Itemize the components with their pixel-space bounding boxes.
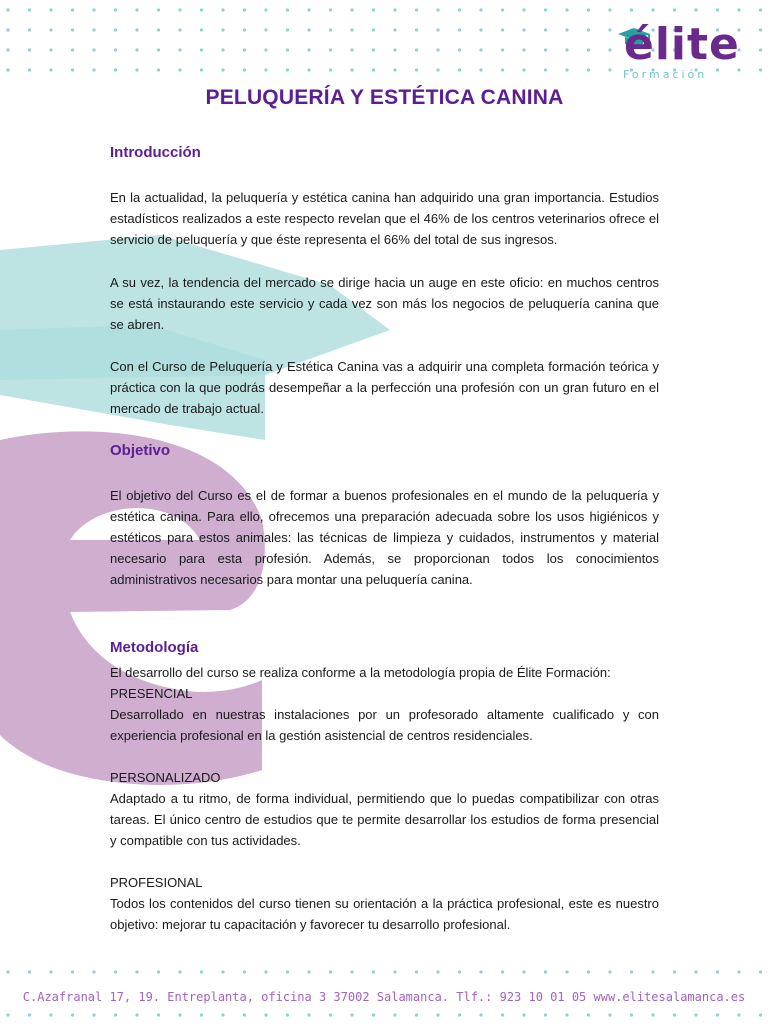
decorative-dot [479, 970, 482, 973]
decorative-dot [522, 68, 525, 71]
decorative-dot [28, 8, 31, 11]
decorative-dot [329, 970, 332, 973]
decorative-dot [286, 28, 289, 31]
decorative-dot [501, 970, 504, 973]
decorative-dot [178, 1013, 181, 1016]
decorative-dot [157, 970, 160, 973]
decorative-dot [544, 1013, 547, 1016]
decorative-dot [737, 8, 740, 11]
decorative-dot [28, 68, 31, 71]
decorative-dot [415, 970, 418, 973]
page-title: PELUQUERÍA Y ESTÉTICA CANINA [205, 86, 564, 109]
decorative-dot [71, 48, 74, 51]
decorative-dot [28, 48, 31, 51]
decorative-dot [200, 1013, 203, 1016]
decorative-dot [243, 8, 246, 11]
elite-logo [612, 20, 742, 86]
decorative-dot [243, 48, 246, 51]
decorative-dot [6, 8, 9, 11]
decorative-dot [565, 68, 568, 71]
decorative-dot [565, 1013, 568, 1016]
decorative-dot [350, 970, 353, 973]
decorative-dot [544, 68, 547, 71]
decorative-dot [587, 28, 590, 31]
decorative-dot [243, 1013, 246, 1016]
decorative-dot [716, 970, 719, 973]
decorative-dot [479, 48, 482, 51]
decorative-dot [286, 48, 289, 51]
decorative-dot [157, 68, 160, 71]
decorative-dot [264, 68, 267, 71]
decorative-dot [243, 68, 246, 71]
decorative-dot [759, 68, 762, 71]
decorative-dot [71, 1013, 74, 1016]
decorative-dot [71, 68, 74, 71]
decorative-dot [28, 970, 31, 973]
decorative-dot [135, 1013, 138, 1016]
decorative-dot [544, 28, 547, 31]
decorative-dot [651, 970, 654, 973]
profesional-label: PROFESIONAL [110, 875, 203, 890]
decorative-dot [458, 28, 461, 31]
decorative-dot [458, 970, 461, 973]
decorative-dot [544, 8, 547, 11]
decorative-dot [522, 1013, 525, 1016]
decorative-dot [587, 48, 590, 51]
logo-subtitle: Formación [623, 68, 708, 81]
decorative-dot [737, 1013, 740, 1016]
decorative-dot [329, 1013, 332, 1016]
decorative-dot [501, 68, 504, 71]
decorative-dot [135, 68, 138, 71]
decorative-dot [458, 1013, 461, 1016]
decorative-dot [522, 970, 525, 973]
decorative-dot [49, 68, 52, 71]
decorative-dot [522, 28, 525, 31]
decorative-dot [92, 1013, 95, 1016]
decorative-dot [522, 8, 525, 11]
decorative-dot [329, 8, 332, 11]
decorative-dot [6, 28, 9, 31]
methodology-intro: El desarrollo del curso se realiza conforme a la metodología propia de Élite Formación: [110, 665, 611, 680]
decorative-dot [49, 8, 52, 11]
decorative-dot [436, 8, 439, 11]
decorative-dot [329, 68, 332, 71]
objective-heading: Objetivo [110, 442, 171, 459]
decorative-dot [264, 28, 267, 31]
decorative-dot [6, 48, 9, 51]
presencial-label: PRESENCIAL [110, 686, 193, 701]
decorative-dot [221, 8, 224, 11]
decorative-dot [372, 68, 375, 71]
decorative-dot [286, 970, 289, 973]
decorative-dot [694, 8, 697, 11]
decorative-dot [716, 8, 719, 11]
decorative-dot [458, 48, 461, 51]
objective-paragraph: El objetivo del Curso es el de formar a buenos profesionales en el mundo de la peluquería y estética canina. Para ello, ofrecemos una preparación adecuada sobre los usos higiénicos y estéticos para estos animales: las técnicas de limpieza y cuidados, instrumentos y material necesario para esta profesión. Además, se proporcionan todos los conocimientos administrativos necesarios para montar una peluquería canina. [110, 488, 659, 587]
decorative-dot [221, 970, 224, 973]
decorative-dot [178, 970, 181, 973]
decorative-dot [608, 970, 611, 973]
decorative-dot [178, 28, 181, 31]
decorative-dot [350, 48, 353, 51]
decorative-dot [307, 8, 310, 11]
decorative-dot [479, 1013, 482, 1016]
decorative-dot [372, 8, 375, 11]
personalizado-label: PERSONALIZADO [110, 770, 221, 785]
decorative-dot [200, 8, 203, 11]
decorative-dot [178, 8, 181, 11]
decorative-dot [522, 48, 525, 51]
decorative-dot [286, 68, 289, 71]
decorative-dot [587, 68, 590, 71]
decorative-dot [372, 28, 375, 31]
decorative-dot [114, 48, 117, 51]
decorative-dot [372, 48, 375, 51]
decorative-dot [393, 68, 396, 71]
decorative-dot [264, 48, 267, 51]
decorative-dot [673, 1013, 676, 1016]
presencial-paragraph: Desarrollado en nuestras instalaciones por un profesorado altamente cualificado y con experiencia profesional en la gestión asistencial de centros residenciales. [110, 707, 659, 743]
decorative-dot [135, 8, 138, 11]
decorative-dot [759, 48, 762, 51]
decorative-dot [178, 48, 181, 51]
decorative-dot [565, 28, 568, 31]
decorative-dot [243, 28, 246, 31]
decorative-dot [587, 970, 590, 973]
decorative-dot [135, 28, 138, 31]
decorative-dot [501, 8, 504, 11]
decorative-dot [393, 970, 396, 973]
personalizado-paragraph: Adaptado a tu ritmo, de forma individual, permitiendo que lo puedas compatibilizar con otras tareas. El único centro de estudios que te permite desarrollar los estudios de forma presencial y compatible con tus actividades. [110, 791, 659, 848]
decorative-dot [415, 28, 418, 31]
decorative-dot [71, 28, 74, 31]
intro-heading: Introducción [110, 144, 201, 161]
decorative-dot [759, 28, 762, 31]
decorative-dot [501, 28, 504, 31]
decorative-dot [759, 1013, 762, 1016]
decorative-dot [759, 970, 762, 973]
decorative-dot [673, 8, 676, 11]
decorative-dot [221, 48, 224, 51]
decorative-dot [307, 1013, 310, 1016]
decorative-dot [694, 1013, 697, 1016]
decorative-dot [92, 8, 95, 11]
decorative-dot [307, 68, 310, 71]
decorative-dot [114, 68, 117, 71]
decorative-dot [544, 970, 547, 973]
decorative-dot [157, 48, 160, 51]
decorative-dot [350, 28, 353, 31]
decorative-dot [28, 1013, 31, 1016]
decorative-dot [565, 48, 568, 51]
decorative-dot [71, 8, 74, 11]
decorative-dot [92, 68, 95, 71]
decorative-dot [49, 28, 52, 31]
intro-paragraph-3: Con el Curso de Peluquería y Estética Canina vas a adquirir una completa formación teórica y práctica con la que podrás desempeñar a la perfección una profesión con un gran futuro en el mercado de trabajo actual. [110, 359, 659, 416]
decorative-dot [436, 48, 439, 51]
decorative-dot [92, 970, 95, 973]
decorative-dot [157, 1013, 160, 1016]
methodology-heading: Metodología [110, 639, 199, 656]
decorative-dot [135, 48, 138, 51]
decorative-dot [221, 68, 224, 71]
decorative-dot [350, 1013, 353, 1016]
decorative-dot [587, 1013, 590, 1016]
decorative-dot [415, 8, 418, 11]
profesional-paragraph: Todos los contenidos del curso tienen su orientación a la práctica profesional, este es nuestro objetivo: mejorar tu capacitación y favorecer tu desarrollo profesional. [110, 896, 659, 932]
decorative-dot [458, 68, 461, 71]
decorative-dot [307, 28, 310, 31]
decorative-dot [329, 48, 332, 51]
decorative-dot [415, 68, 418, 71]
decorative-dot [6, 68, 9, 71]
decorative-dot [501, 48, 504, 51]
decorative-dot [92, 28, 95, 31]
decorative-dot [286, 1013, 289, 1016]
decorative-dot [565, 970, 568, 973]
decorative-dot [716, 1013, 719, 1016]
decorative-dot [350, 68, 353, 71]
decorative-dot [436, 28, 439, 31]
decorative-dot [737, 970, 740, 973]
decorative-dot [114, 8, 117, 11]
decorative-dot [630, 970, 633, 973]
decorative-dot [114, 28, 117, 31]
decorative-dot [264, 970, 267, 973]
decorative-dot [28, 28, 31, 31]
decorative-dot [178, 68, 181, 71]
decorative-dot [587, 8, 590, 11]
logo-wordmark: élite [624, 19, 740, 70]
decorative-dot [436, 1013, 439, 1016]
decorative-dot [200, 970, 203, 973]
decorative-dot [221, 28, 224, 31]
decorative-dot [759, 8, 762, 11]
decorative-dot [608, 1013, 611, 1016]
decorative-dot [651, 8, 654, 11]
decorative-dot [200, 68, 203, 71]
intro-paragraph-2: A su vez, la tendencia del mercado se dirige hacia un auge en este oficio: en muchos centros se está instaurando este servicio y cada vez son más los negocios de peluquería canina que se abren. [110, 275, 659, 332]
decorative-dot [415, 1013, 418, 1016]
decorative-dot [157, 8, 160, 11]
decorative-dot [6, 1013, 9, 1016]
decorative-dot [393, 48, 396, 51]
decorative-dot [458, 8, 461, 11]
footer-address: C.Azafranal 17, 19. Entreplanta, oficina 3 37002 Salamanca. Tlf.: 923 10 01 05 www.elitesalamanca.es [22, 990, 746, 1004]
decorative-dot [307, 48, 310, 51]
decorative-dot [200, 28, 203, 31]
decorative-dot [372, 970, 375, 973]
decorative-dot [6, 970, 9, 973]
decorative-dot [630, 1013, 633, 1016]
decorative-dot [49, 970, 52, 973]
intro-paragraph-1: En la actualidad, la peluquería y estética canina han adquirido una gran importancia. Estudios estadísticos realizados a este respecto revelan que el 46% de los centros veterinarios ofrece el servicio de peluquería y que éste representa el 66% del total de sus ingresos. [110, 190, 659, 247]
decorative-dot [630, 8, 633, 11]
decorative-dot [92, 48, 95, 51]
decorative-dot [329, 28, 332, 31]
decorative-dot [565, 8, 568, 11]
decorative-dot [264, 1013, 267, 1016]
decorative-dot [673, 970, 676, 973]
decorative-dot [221, 1013, 224, 1016]
decorative-dot [157, 28, 160, 31]
decorative-dot [393, 1013, 396, 1016]
decorative-dot [479, 28, 482, 31]
decorative-dot [114, 970, 117, 973]
decorative-dot [694, 970, 697, 973]
decorative-dot [436, 68, 439, 71]
decorative-dot [544, 48, 547, 51]
decorative-dot [200, 48, 203, 51]
decorative-dot [436, 970, 439, 973]
decorative-dot [393, 8, 396, 11]
decorative-dot [49, 1013, 52, 1016]
decorative-dot [372, 1013, 375, 1016]
decorative-dot [114, 1013, 117, 1016]
decorative-dot [415, 48, 418, 51]
decorative-dot [71, 970, 74, 973]
decorative-dot [135, 970, 138, 973]
decorative-dot [479, 8, 482, 11]
decorative-dot [651, 1013, 654, 1016]
decorative-dot [608, 8, 611, 11]
decorative-dot [49, 48, 52, 51]
decorative-dot [350, 8, 353, 11]
decorative-dot [393, 28, 396, 31]
decorative-dot [264, 8, 267, 11]
decorative-dot [501, 1013, 504, 1016]
decorative-dot [243, 970, 246, 973]
decorative-dot [307, 970, 310, 973]
decorative-dot [286, 8, 289, 11]
decorative-dot [479, 68, 482, 71]
